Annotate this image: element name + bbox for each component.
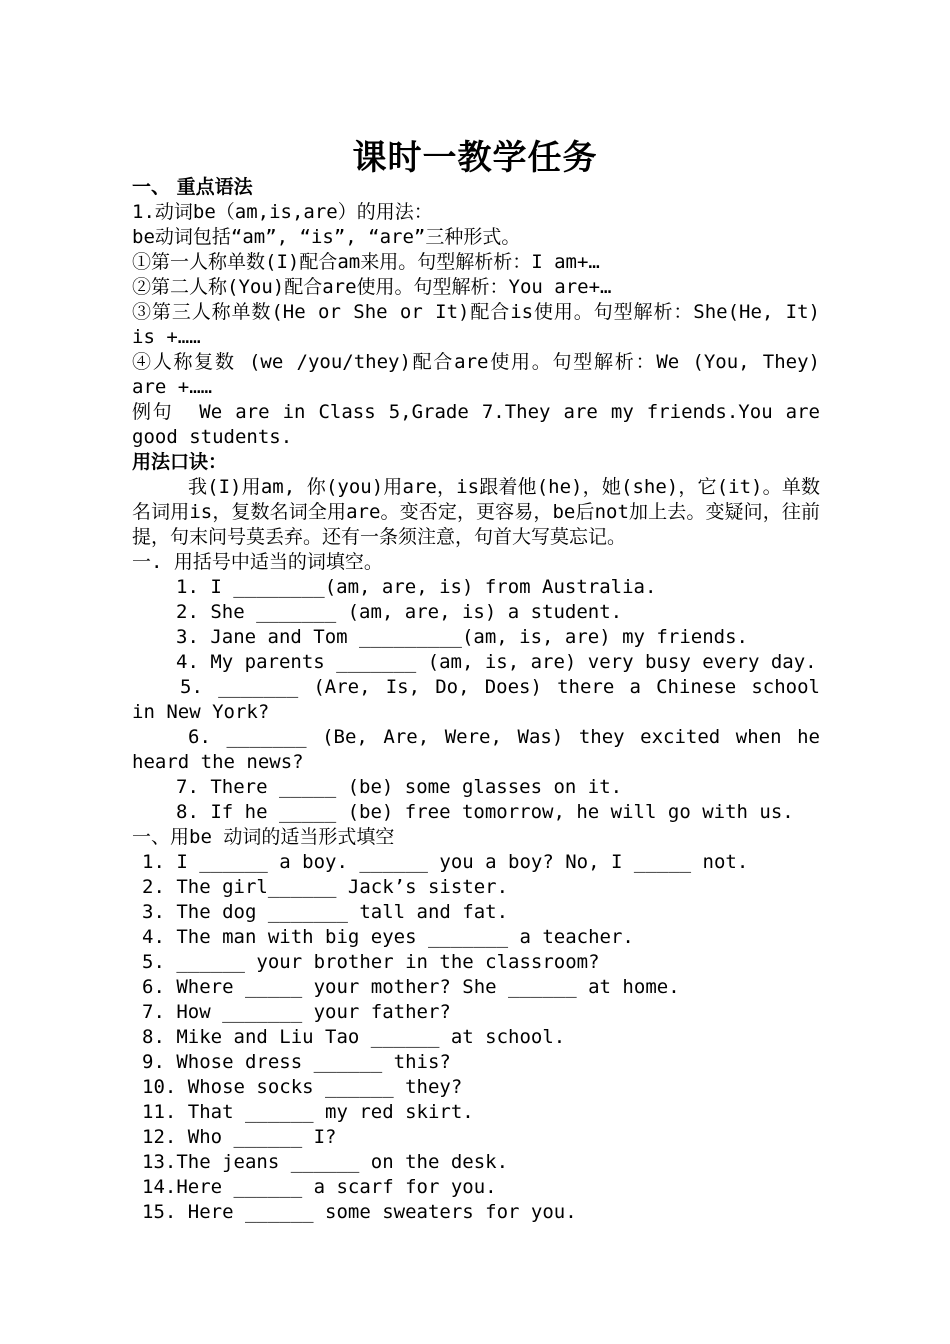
exercise-item: 3. Jane and Tom _________(am, is, are) my friends. <box>176 626 748 648</box>
exercise-item: 5. ______ your brother in the classroom? <box>142 951 600 973</box>
exercise-item: 12. Who ______ I? <box>142 1126 337 1148</box>
section-heading: 一、 重点语法 <box>132 176 253 198</box>
exercise-item: 10. Whose socks ______ they? <box>142 1076 463 1098</box>
page-title: 课时一教学任务 <box>352 138 598 178</box>
intro-line: be动词包括“am”, “is”, “are”三种形式。 <box>132 226 521 248</box>
mnemonic-text: 我(I)用am, 你(you)用are，is跟着他(he)，她(she)，它(it)。单数名词用is，复数名词全用are。变否定，更容易，be后not加上去。变疑问，往前提，句末问号莫丢弃。还有一条须注意，句首大写莫忘记。 <box>132 476 820 548</box>
exercise-item: 11. That ______ my red skirt. <box>142 1101 474 1123</box>
exercise-item: 9. Whose dress ______ this? <box>142 1051 451 1073</box>
rule-line: ④人称复数 (we /you/they)配合are使用。句型解析：We (You, They) are +…… <box>132 351 832 398</box>
exercise-item: 1. I ______ a boy. ______ you a boy? No, I _____ not. <box>142 851 749 873</box>
document-body <box>132 175 832 1225</box>
intro-line: 1.动词be（am,is,are）的用法： <box>132 201 433 223</box>
exercise-item: 7. There _____ (be) some glasses on it. <box>176 776 623 798</box>
rule-line: ①第一人称单数(I)配合am来用。句型解析析：I am+… <box>132 251 600 273</box>
rule-line: ②第二人称(You)配合are使用。句型解析：You are+… <box>132 276 612 298</box>
exercise-item: 14.Here ______ a scarf for you. <box>142 1176 497 1198</box>
exercise-item: 8. Mike and Liu Tao ______ at school. <box>142 1026 566 1048</box>
exercise-item: 13.The jeans ______ on the desk. <box>142 1151 509 1173</box>
exercise-item: 6. _______ (Be, Are, Were, Was) they excited when he heard the news? <box>132 726 832 773</box>
exercise-item: 3. The dog _______ tall and fat. <box>142 901 509 923</box>
exercise-item: 8. If he _____ (be) free tomorrow, he will go with us. <box>176 801 794 823</box>
exercise-item: 4. The man with big eyes _______ a teacher. <box>142 926 634 948</box>
exercise-item: 6. Where _____ your mother? She ______ at home. <box>142 976 680 998</box>
exercise-item: 4. My parents _______ (am, is, are) very busy every day. <box>176 651 817 673</box>
exercise-item: 5. _______ (Are, Is, Do, Does) there a Chinese school in New York? <box>132 676 832 723</box>
exercise-heading: 一、用be 动词的适当形式填空 <box>132 826 395 848</box>
example-sentence: 例句 We are in Class 5,Grade 7.They are my friends.You are good students. <box>132 401 832 448</box>
exercise-item: 1. I ________(am, are, is) from Australia. <box>176 576 657 598</box>
exercise-item: 2. The girl______ Jack’s sister. <box>142 876 509 898</box>
rule-line: ③第三人称单数(He or She or It)配合is使用。句型解析：She(He, It) is +…… <box>132 301 832 348</box>
mnemonic-heading: 用法口诀： <box>132 451 228 473</box>
exercise-heading: 一. 用括号中适当的词填空。 <box>132 551 383 573</box>
exercise-item: 15. Here ______ some sweaters for you. <box>142 1201 577 1223</box>
exercise-item: 7. How _______ your father? <box>142 1001 451 1023</box>
exercise-item: 2. She _______ (am, are, is) a student. <box>176 601 623 623</box>
